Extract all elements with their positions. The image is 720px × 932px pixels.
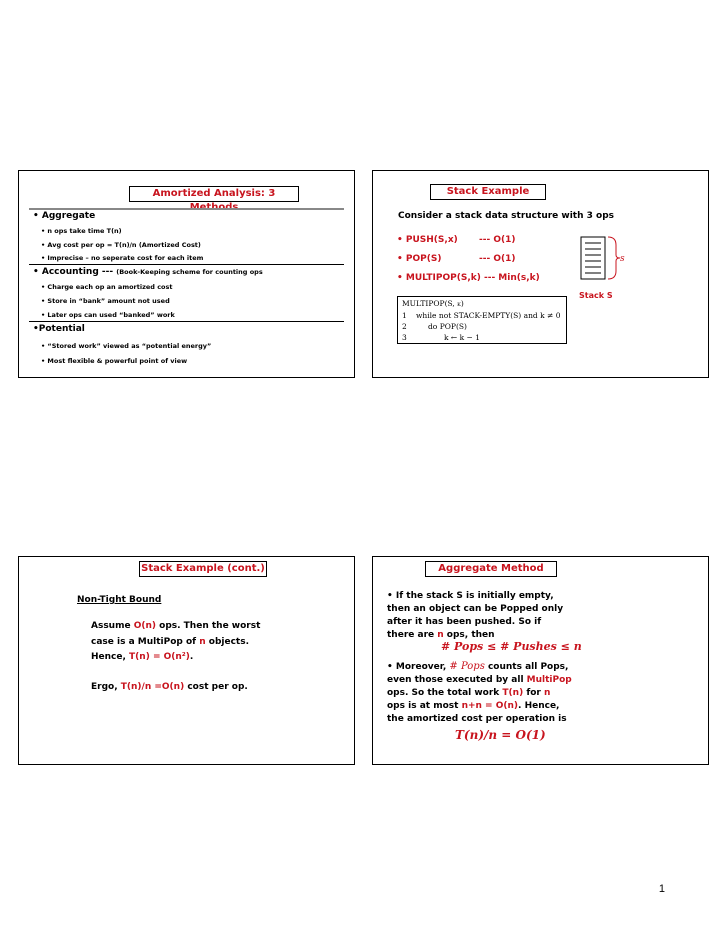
stack-intro: Consider a stack data structure with 3 ops	[398, 211, 615, 221]
accounting-heading: • Accounting --- (Book-Keeping scheme for counting ops	[33, 267, 263, 277]
agg-item-1: • n ops take time T(n)	[41, 227, 122, 235]
pops-pushes-formula: # Pops ≤ # Pushes ≤ n	[441, 640, 582, 653]
acc-item-1: • Charge each op an amortized cost	[41, 283, 173, 291]
slide-aggregate-method	[372, 556, 709, 765]
agg-item-3: • Imprecise – no seperate cost for each item	[41, 254, 204, 262]
para-line-4: Ergo, T(n)/n =O(n) cost per op.	[91, 682, 248, 692]
aggregate-heading: • Aggregate	[33, 211, 96, 221]
multipop-op: • MULTIPOP(S,k) --- Min(s,k)	[397, 273, 540, 283]
agg-line-9: the amortized cost per operation is	[387, 714, 567, 724]
push-op: • PUSH(S,x)	[397, 235, 458, 245]
para-line-3: Hence, T(n) = O(n²).	[91, 652, 194, 662]
acc-item-2: • Store in “bank” amount not used	[41, 297, 170, 305]
acc-item-3: • Later ops can used “banked” work	[41, 311, 175, 319]
algo-line-2-num: 2	[402, 322, 407, 331]
slide-title: Stack Example	[430, 184, 546, 200]
slide-title: Stack Example (cont.)	[139, 561, 267, 577]
slide-amortized-analysis	[18, 170, 355, 378]
amortized-cost-formula: T(n)/n = O(1)	[455, 728, 546, 742]
agg-line-1: • If the stack S is initially empty,	[387, 591, 554, 601]
pop-cost: --- O(1)	[479, 254, 516, 264]
agg-line-3: after it has been pushed. So if	[387, 617, 542, 627]
algo-line-3: k ← k − 1	[444, 333, 480, 342]
divider	[29, 321, 344, 322]
para-line-2: case is a MultiPop of n objects.	[91, 637, 250, 647]
algo-header: MULTIPOP(S, k)	[402, 299, 464, 308]
stack-label: Stack S	[579, 291, 613, 300]
agg-line-8: ops is at most n+n = O(n). Hence,	[387, 701, 560, 711]
agg-line-2: then an object can be Popped only	[387, 604, 564, 614]
pop-op: • POP(S)	[397, 254, 442, 264]
accounting-note: (Book-Keeping scheme for counting ops	[116, 268, 263, 276]
agg-line-7: ops. So the total work T(n) for n	[387, 688, 551, 698]
divider	[29, 208, 344, 210]
stack-size-label: s	[620, 254, 625, 264]
algo-line-2: do POP(S)	[428, 322, 467, 331]
non-tight-bound-heading: Non-Tight Bound	[77, 595, 162, 605]
potential-heading: •Potential	[33, 324, 85, 334]
agg-item-2: • Avg cost per op = T(n)/n (Amortized Cost)	[41, 241, 201, 249]
push-cost: --- O(1)	[479, 235, 516, 245]
pot-item-1: • “Stored work” viewed as “potential energy”	[41, 342, 212, 350]
multipop-algorithm	[397, 296, 567, 344]
algo-line-1: while not STACK-EMPTY(S) and k ≠ 0	[416, 311, 561, 320]
agg-line-6: even those executed by all MultiPop	[387, 675, 572, 685]
slide-title: Amortized Analysis: 3	[129, 186, 299, 202]
page-number: 1	[658, 883, 665, 895]
slide-title: Aggregate Method	[425, 561, 557, 577]
algo-line-1-num: 1	[402, 311, 407, 320]
slide-stack-example-cont	[18, 556, 355, 765]
pot-item-2: • Most flexible & powerful point of view	[41, 357, 188, 365]
algo-line-3-num: 3	[402, 333, 407, 342]
agg-line-4: there are n ops, then	[387, 630, 495, 640]
para-line-1: Assume O(n) ops. Then the worst	[91, 621, 261, 631]
slide-stack-example	[372, 170, 709, 378]
divider	[29, 264, 344, 265]
agg-line-5: • Moreover, # Pops counts all Pops,	[387, 661, 569, 672]
